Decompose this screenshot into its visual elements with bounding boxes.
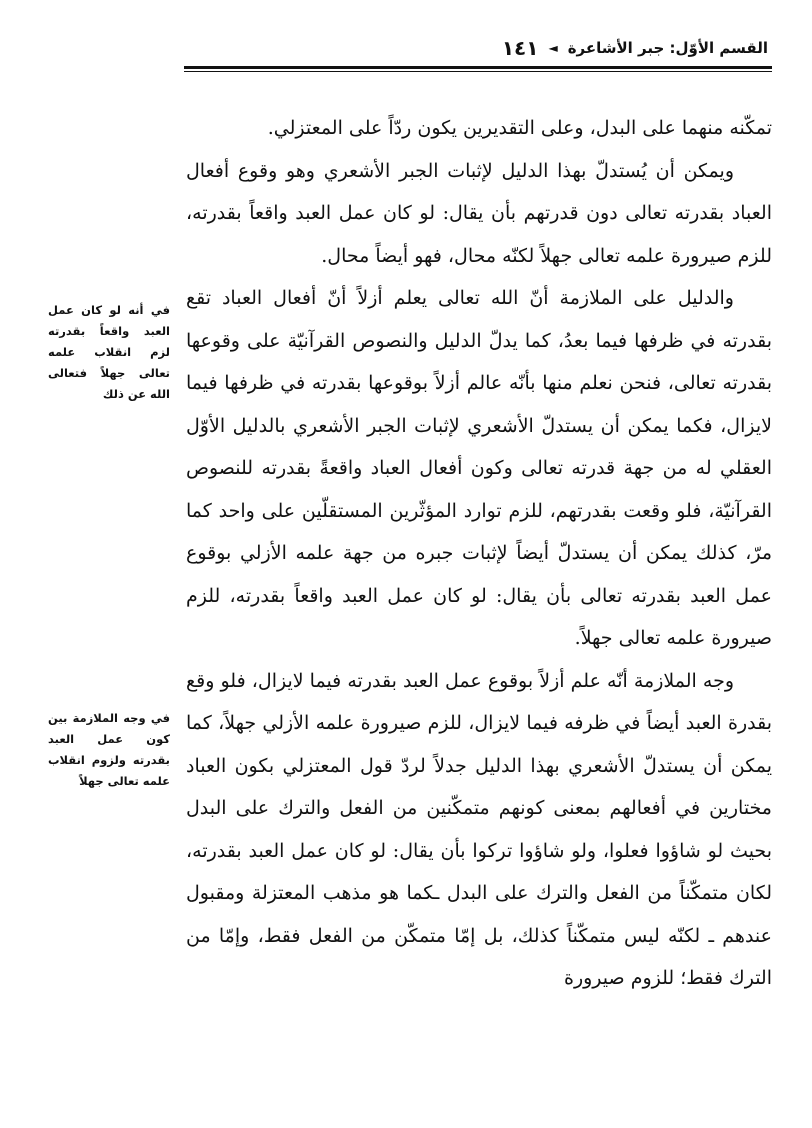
header-rule-thick bbox=[184, 66, 772, 69]
running-header bbox=[178, 30, 768, 66]
section-title: القسم الأوّل: جبر الأشاعرة bbox=[567, 39, 768, 57]
paragraph: وجه الملازمة أنّه علم أزلاً بوقوع عمل العبد بقدرته فيما لايزال، فلو وقع بقدرة العبد أيضاً في ظرفه فيما لايزال، للزم صيرورة علمه الأزلي جهلاً، كما يمكن أن يستدلّ الأشعري بهذا الدليل جدلاً لردّ قول المعتزلي بكون العباد مختارين في أفعالهم بمعنى كونهم متمكّنين من الفعل والترك على البدل بحيث لو شاؤوا فعلوا، ولو شاؤوا تركوا بأن يقال: لو كان عمل العبد بقدرته، لكان متمكّناً من الفعل والترك على البدل ـكما هو مذهب المعتزلة ومقبول عندهم ـ لكنّه ليس متمكّناً كذلك، بل إمّا متمكّن من الفعل فقط، وإمّا من الترك فقط؛ للزوم صيرورة bbox=[186, 669, 772, 989]
main-text bbox=[186, 107, 772, 1000]
paragraph: والدليل على الملازمة أنّ الله تعالى يعلم أزلاً أنّ أفعال العباد تقع بقدرته في ظرفها فيما بعدُ، كما يدلّ الدليل والنصوص القرآنيّة على وقوعها بقدرته تعالى، فنحن نعلم منها بأنّه عالم أزلاً بوقوعها بقدرته في ظرفها فيما لايزال، فكما يمكن أن يستدلّ الأشعري لإثبات الجبر الأشعري بالدليل الأوّل العقلي له من جهة قدرته تعالى وكون أفعال العباد واقعةً بقدرته للنصوص القرآنيّة، فلو وقعت بقدرتهم، للزم توارد المؤثّرين المستقلّين على واحد كما مرّ، كذلك يمكن أن يستدلّ أيضاً لإثبات جبره من جهة علمه الأزلي بوقوع عمل العبد بقدرته تعالى بأن يقال: لو كان عمل العبد واقعاً بقدرته، للزم صيرورة علمه تعالى جهلاً. bbox=[186, 287, 772, 649]
left-arrow-icon: ◄ bbox=[548, 41, 558, 55]
margin-note: في وجه الملازمة بين كون عمل العبد بقدرته ولزوم انقلاب علمه تعالى جهلاً bbox=[48, 711, 170, 788]
page-number: ١٤١ bbox=[501, 36, 539, 60]
header-rule-thin bbox=[184, 71, 772, 72]
margin-note: في أنه لو كان عمل العبد واقعاً بقدرته لزم انقلاب علمه تعالى جهلاً فتعالى الله عن ذلك bbox=[48, 303, 170, 401]
paragraph: ويمكن أن يُستدلّ بهذا الدليل لإثبات الجبر الأشعري وهو وقوع أفعال العباد بقدرته تعالى دون قدرتهم بأن يقال: لو كان عمل العبد واقعاً بقدرته، للزم صيرورة علمه تعالى جهلاً لكنّه محال، فهو أيضاً محال. bbox=[186, 159, 772, 267]
paragraph: تمكّنه منهما على البدل، وعلى التقديرين يكون ردّاً على المعتزلي. bbox=[267, 117, 772, 139]
